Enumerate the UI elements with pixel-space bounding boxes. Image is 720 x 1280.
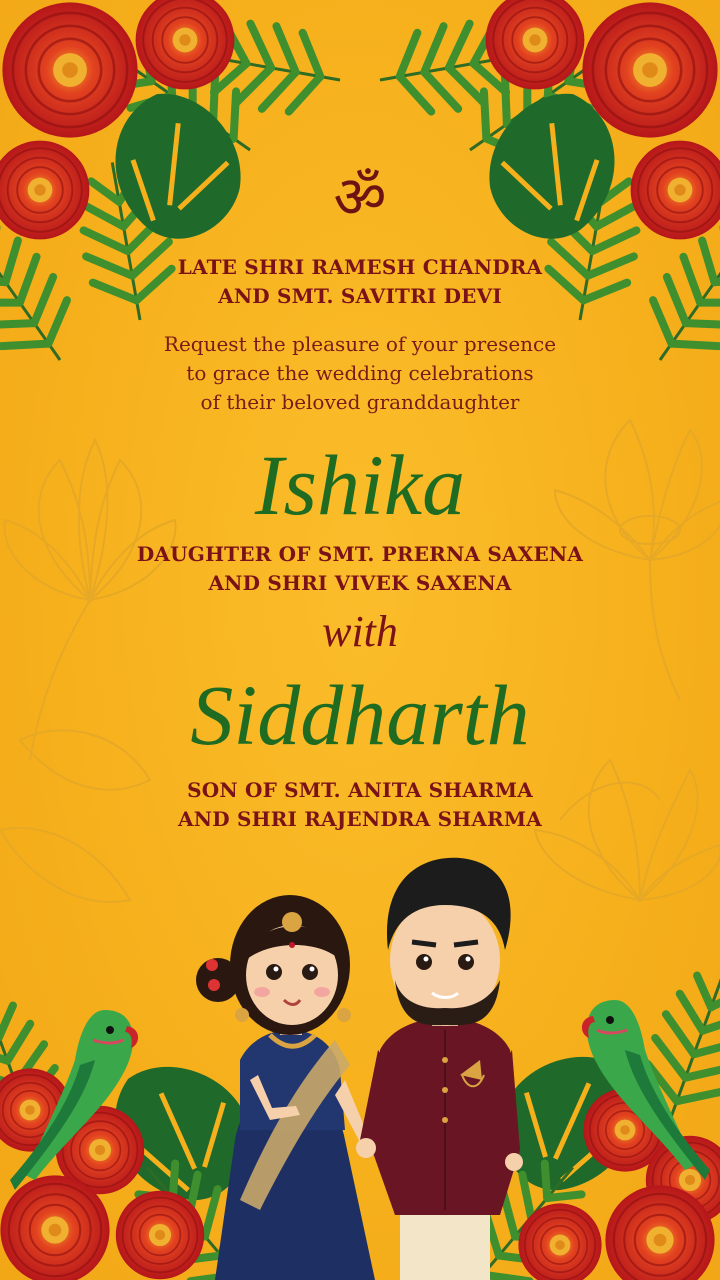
hosts-block (0, 253, 720, 311)
bride-parents-line-2: AND SHRI VIVEK SAXENA (208, 571, 512, 595)
request-line-3: of their beloved granddaughter (200, 390, 520, 414)
connector-word: with (322, 607, 398, 656)
om-symbol-icon: ॐ (333, 163, 387, 231)
hosts-line-1: LATE SHRI RAMESH CHANDRA (177, 255, 543, 279)
groom-name: Siddharth (190, 667, 530, 763)
hosts-line-2: AND SMT. SAVITRI DEVI (218, 284, 502, 308)
groom-parents-line-1: SON OF SMT. ANITA SHARMA (187, 778, 533, 802)
request-line-1: Request the pleasure of your presence (163, 332, 557, 356)
request-block (0, 330, 720, 417)
groom-cartoon-icon (356, 858, 523, 1280)
request-line-2: to grace the wedding celebrations (186, 361, 534, 385)
bride-parents (0, 540, 720, 598)
bride-parents-line-1: DAUGHTER OF SMT. PRERNA SAXENA (136, 542, 584, 566)
groom-parents-line-2: AND SHRI RAJENDRA SHARMA (178, 807, 542, 831)
bride-name: Ishika (254, 437, 466, 533)
bride-cartoon-icon (196, 895, 375, 1280)
groom-parents (0, 776, 720, 834)
